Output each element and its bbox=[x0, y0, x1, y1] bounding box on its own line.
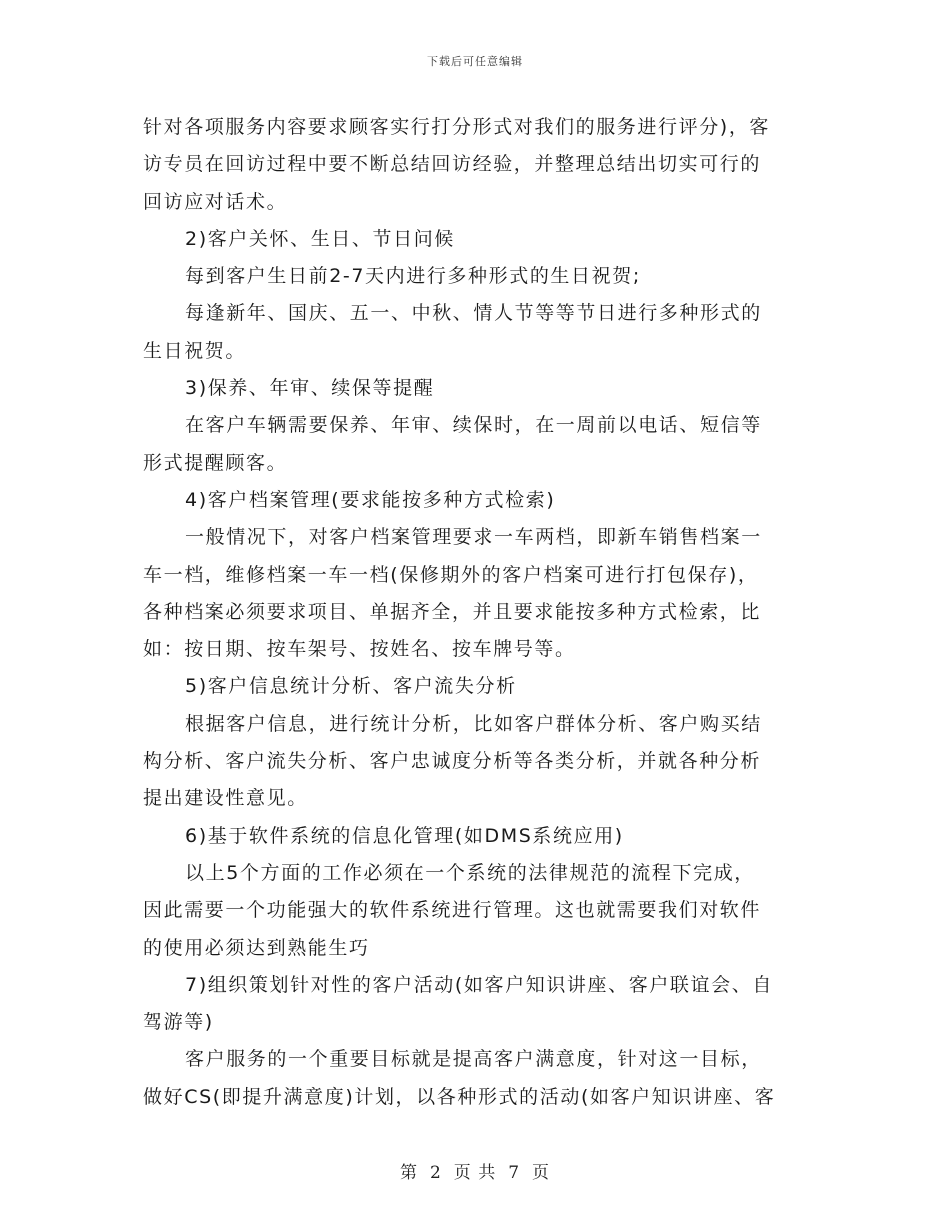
text-line: 6)基于软件系统的信息化管理(如DMS系统应用) bbox=[185, 824, 624, 847]
text-line: 形式提醒顾客。 bbox=[143, 451, 288, 474]
text-line: 根据客户信息，进行统计分析，比如客户群体分析、客户购买结 bbox=[185, 712, 762, 735]
text-line: 构分析、客户流失分析、客户忠诚度分析等各类分析，并就各种分析 bbox=[143, 750, 762, 773]
text-line: 针对各项服务内容要求顾客实行打分形式对我们的服务进行评分)，客 bbox=[143, 116, 771, 138]
text-line: 3)保养、年审、续保等提醒 bbox=[185, 377, 435, 400]
text-line: 5)客户信息统计分析、客户流失分析 bbox=[185, 675, 517, 698]
text-line: 驾游等) bbox=[143, 1011, 214, 1034]
text-line: 提出建设性意见。 bbox=[143, 787, 308, 810]
footer-total-pages: 7 bbox=[508, 1163, 521, 1183]
text-line: 每到客户生日前2-7天内进行多种形式的生日祝贺; bbox=[185, 265, 641, 288]
text-line: 回访应对话术。 bbox=[143, 190, 288, 213]
footer-prefix: 第 bbox=[399, 1163, 418, 1183]
text-line: 客户服务的一个重要目标就是提高客户满意度，针对这一目标， bbox=[185, 1048, 762, 1071]
text-line: 在客户车辆需要保养、年审、续保时，在一周前以电话、短信等 bbox=[185, 414, 762, 437]
text-line: 的使用必须达到熟能生巧 bbox=[143, 936, 370, 959]
text-line: 7)组织策划针对性的客户活动(如客户知识讲座、客户联谊会、自 bbox=[185, 973, 773, 996]
text-line: 2)客户关怀、生日、节日问候 bbox=[185, 227, 455, 250]
text-line: 一般情况下，对客户档案管理要求一车两档，即新车销售档案一 bbox=[185, 526, 762, 549]
footer-page-number: 2 bbox=[429, 1163, 442, 1183]
page-header: 下载后可任意编辑 bbox=[427, 55, 523, 68]
document-body bbox=[143, 109, 810, 1116]
text-line: 如：按日期、按车架号、按姓名、按车牌号等。 bbox=[143, 638, 576, 661]
text-line: 每逢新年、国庆、五一、中秋、情人节等等节日进行多种形式的 bbox=[185, 302, 762, 325]
text-line: 各种档案必须要求项目、单据齐全，并且要求能按多种方式检索，比 bbox=[143, 600, 762, 623]
text-line: 做好CS(即提升满意度)计划，以各种形式的活动(如客户知识讲座、客 bbox=[143, 1085, 776, 1108]
text-line: 车一档，维修档案一车一档(保修期外的客户档案可进行打包保存)， bbox=[143, 563, 759, 586]
footer-middle: 页 共 bbox=[453, 1163, 497, 1183]
page-footer bbox=[0, 1158, 950, 1183]
footer-suffix: 页 bbox=[532, 1163, 551, 1183]
text-line: 以上5个方面的工作必须在一个系统的法律规范的流程下完成， bbox=[185, 861, 755, 884]
text-line: 生日祝贺。 bbox=[143, 339, 247, 362]
text-line: 因此需要一个功能强大的软件系统进行管理。这也就需要我们对软件 bbox=[143, 899, 762, 922]
text-line: 4)客户档案管理(要求能按多种方式检索) bbox=[185, 488, 556, 511]
text-line: 访专员在回访过程中要不断总结回访经验，并整理总结出切实可行的 bbox=[143, 153, 762, 176]
